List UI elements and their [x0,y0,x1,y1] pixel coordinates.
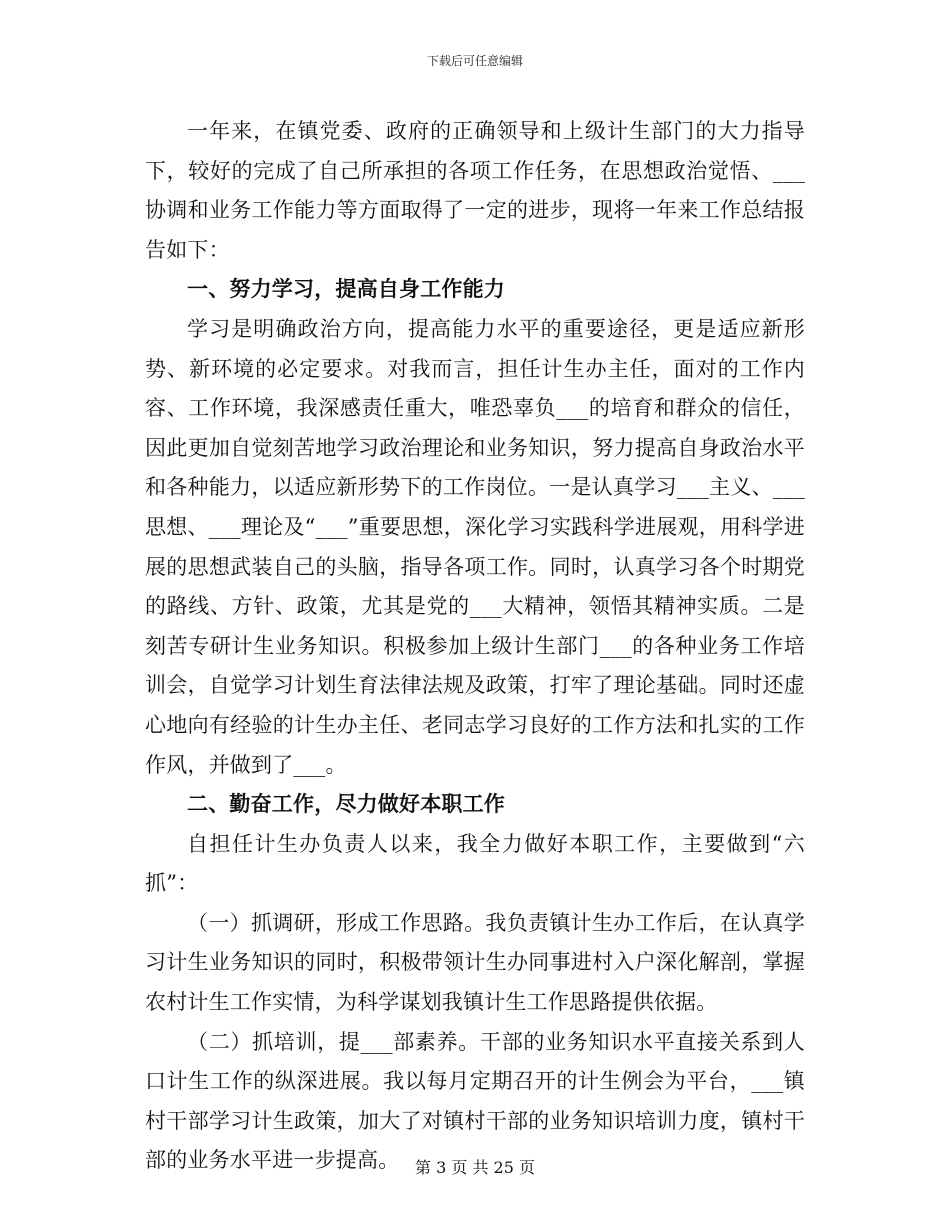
section-1-paragraph: 学习是明确政治方向，提高能力水平的重要途径，更是适应新形势、新环境的必定要求。对我而言，担任计生办主任，面对的工作内容、工作环境，我深感责任重大，唯恐辜负___的培育和群众的信任，因此更加自觉刻苦地学习政治理论和业务知识，努力提高自身政治水平和各种能力，以适应新形势下的工作岗位。一是认真学习___主义、___思想、___理论及“___”重要思想，深化学习实践科学进展观，用科学进展的思想武装自己的头脑，指导各项工作。同时，认真学习各个时期党的路线、方针、政策，尤其是党的___大精神，领悟其精神实质。二是刻苦专研计生业务知识。积极参加上级计生部门___的各种业务工作培训会，自觉学习计划生育法律法规及政策，打牢了理论基础。同时还虚心地向有经验的计生办主任、老同志学习良好的工作方法和扎实的工作作风，并做到了___。 [145,316,805,777]
intro-paragraph: 一年来，在镇党委、政府的正确领导和上级计生部门的大力指导下，较好的完成了自己所承担的各项工作任务，在思想政治觉悟、___协调和业务工作能力等方面取得了一定的进步，现将一年来工作总结报告如下： [145,119,805,262]
section-2-intro: 自担任计生办负责人以来，我全力做好本职工作，主要做到“六抓”： [145,831,805,896]
section-2-heading: 二、勤奋工作，尽力做好本职工作 [187,792,505,817]
page-header-note: 下载后可任意编辑 [426,54,523,68]
document-body [145,112,805,1181]
section-2-item-2: （二）抓培训，提___部素养。干部的业务知识水平直接关系到人口计生工作的纵深进展。我以每月定期召开的计生例会为平台，___镇村干部学习计生政策，加大了对镇村干部的业务知识培训力度，镇村干部的业务水平进一步提高。 [145,1029,805,1173]
section-1-heading: 一、努力学习，提高自身工作能力 [187,277,505,302]
section-2-item-1: （一）抓调研，形成工作思路。我负责镇计生办工作后，在认真学习计生业务知识的同时，积极带领计生办同事进村入户深化解剖，掌握农村计生工作实情，为科学谋划我镇计生工作思路提供依据。 [145,910,805,1015]
page-number: 第 3 页 共 25 页 [415,1158,535,1177]
